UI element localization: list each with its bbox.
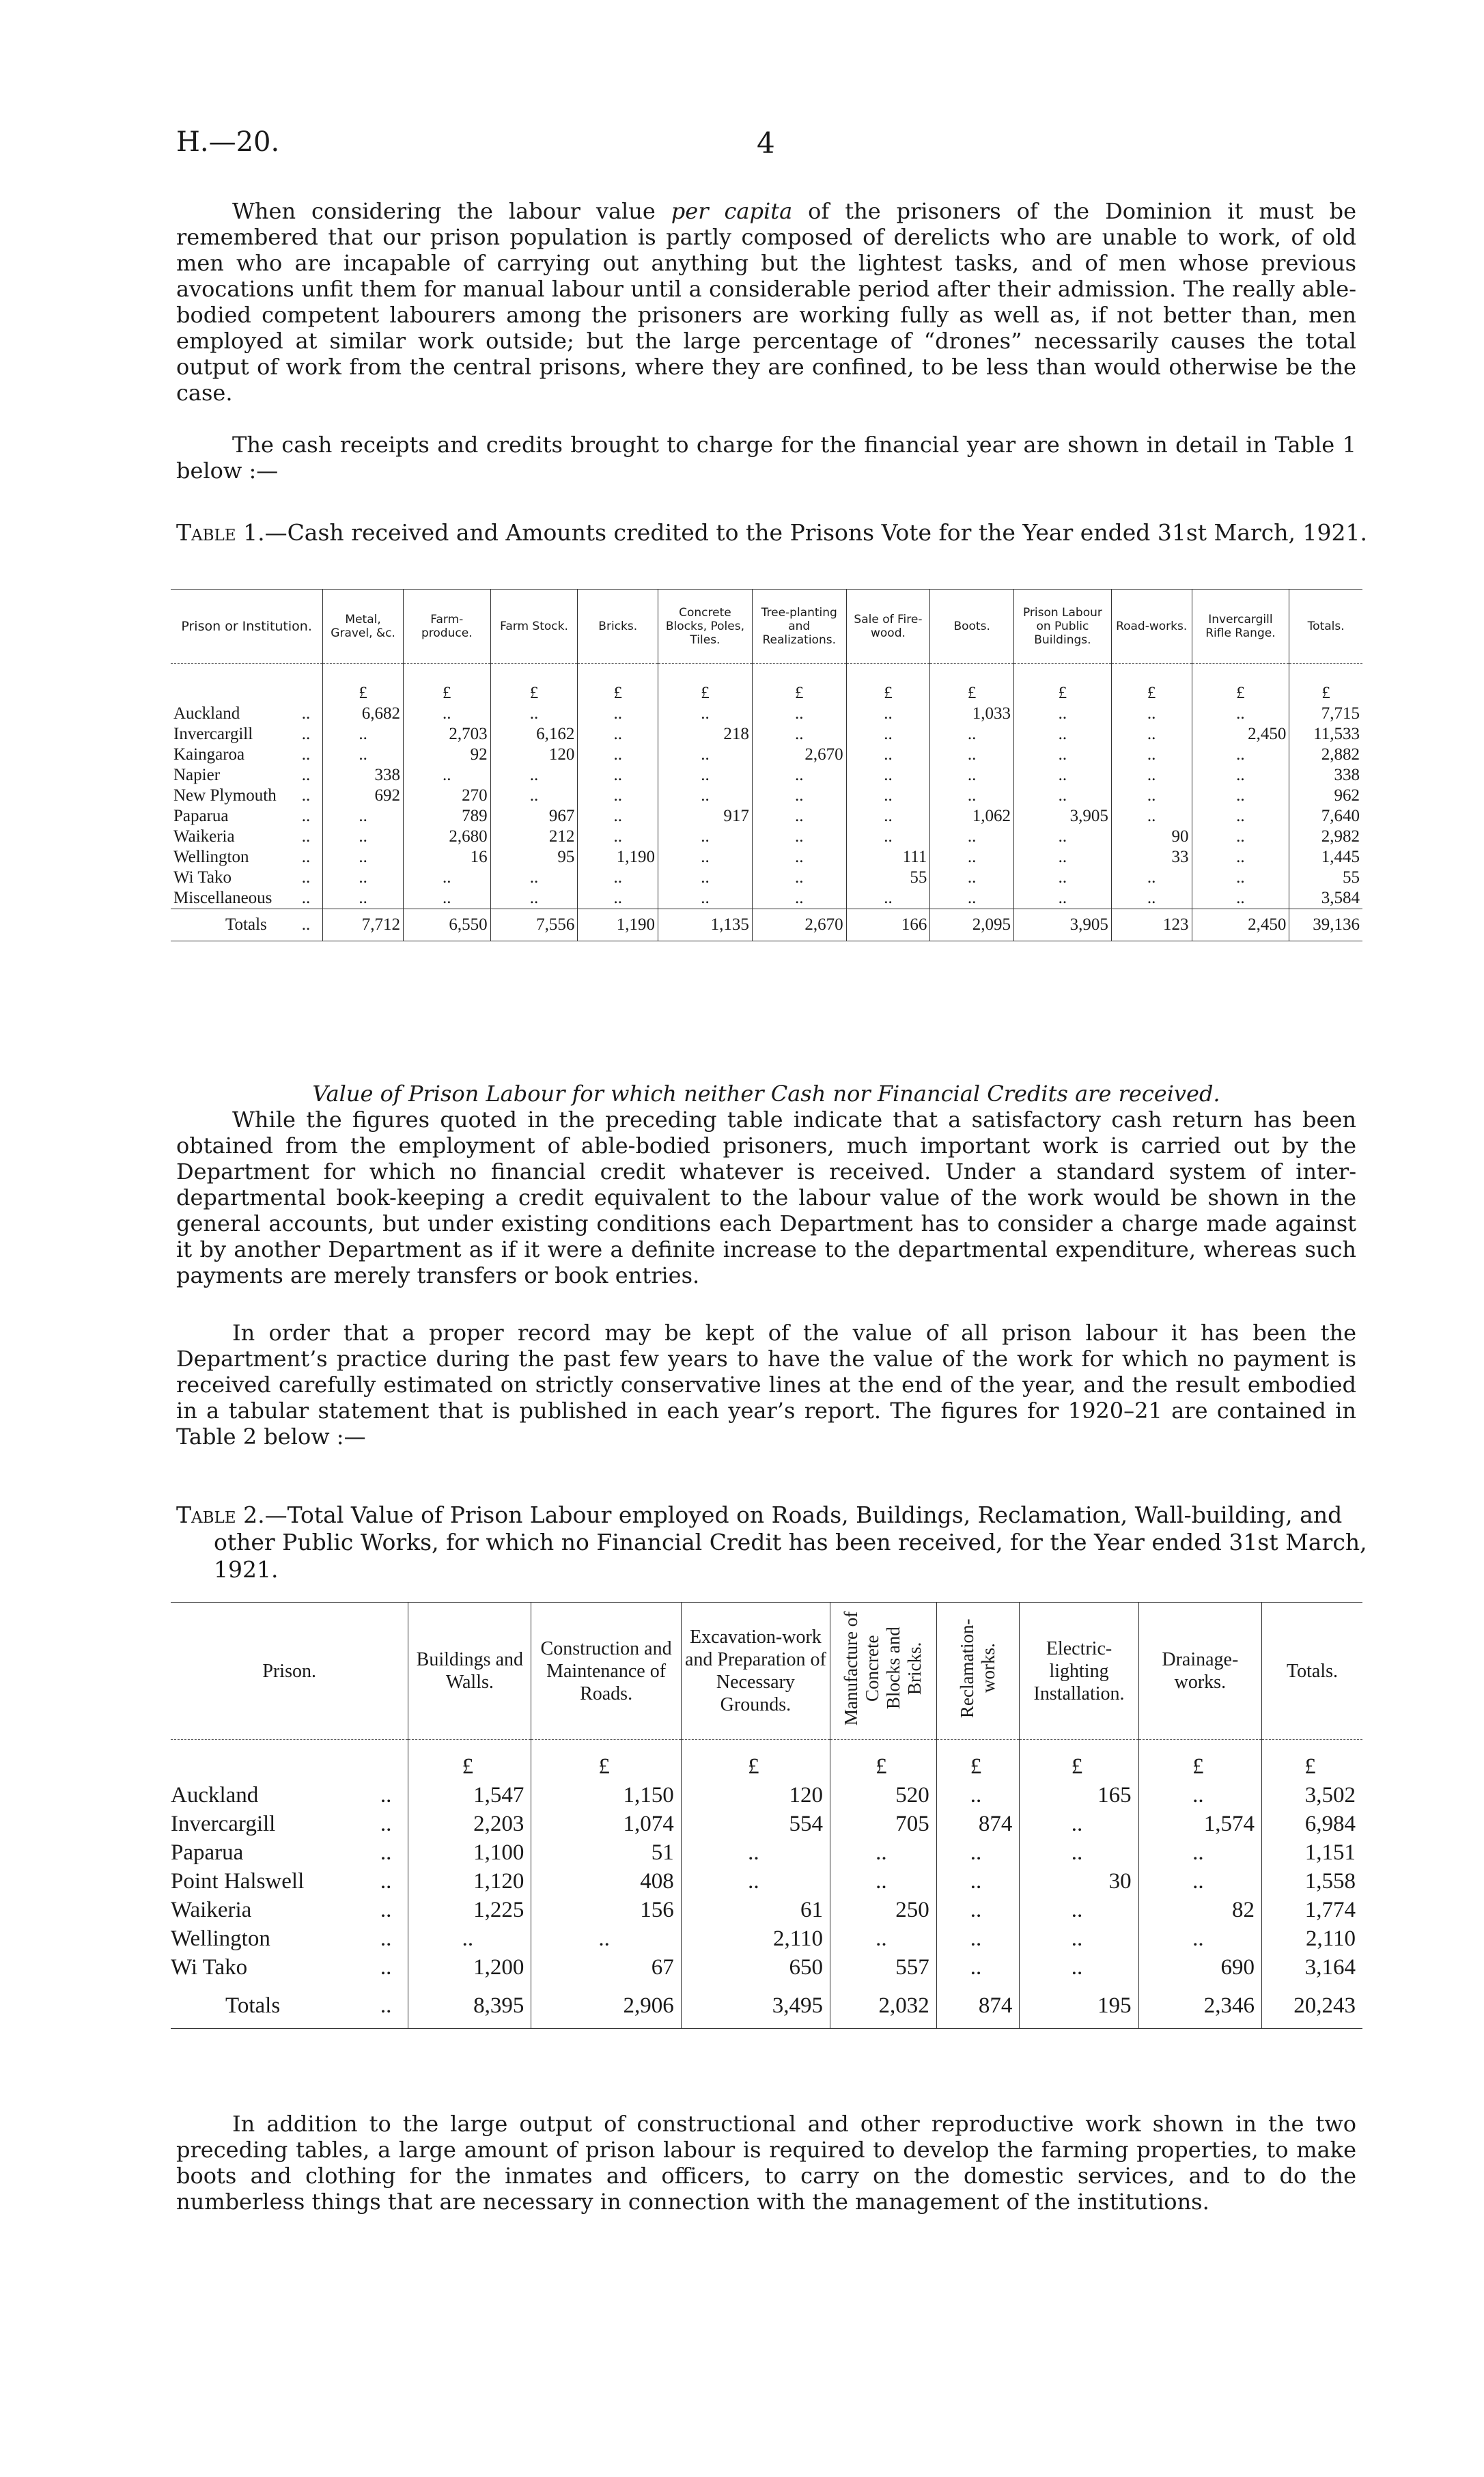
row-label: Wi Tako .. — [171, 1955, 392, 1980]
value-cell: 2,203 — [408, 1810, 531, 1838]
value-cell: 1,574 — [1138, 1810, 1261, 1838]
value-cell: 1,074 — [531, 1810, 681, 1838]
value-cell: .. — [1014, 847, 1112, 868]
middle-paragraph-1: While the figures quoted in the preceding table indicate that a satisfactory cash return has been obtained from the employment of able-bodied prisoners, much important work is carried out by the Department for which no financial credit whatever is received. Under a standard system of inter-departmental book-keeping a credit equivalent to the labour value of the work would be shown in the general accounts, but under existing conditions each Department has to consider a charge made against it by another Department as if it were a definite increase to the departmental expenditure, whereas such payments are merely transfers or book entries. — [176, 1107, 1356, 1288]
value-cell: .. — [578, 806, 658, 827]
t1-column-header: Prison or Institution. — [181, 618, 312, 634]
value-cell: .. — [578, 765, 658, 786]
t2-column-header: Construction and Maintenance of Roads. — [531, 1603, 681, 1740]
table2-prison-labour-value — [171, 1602, 1362, 2029]
section-heading: Value of Prison Labour for which neither Cash nor Financial Credits are received. — [312, 1081, 1220, 1107]
value-cell: .. — [1020, 1838, 1138, 1867]
value-cell: .. — [752, 704, 846, 724]
value-cell: .. — [930, 765, 1014, 786]
value-cell: .. — [846, 786, 930, 806]
value-cell: 11,533 — [1289, 724, 1362, 745]
value-cell: 95 — [490, 847, 578, 868]
value-cell: .. — [578, 888, 658, 909]
value-cell: 1,547 — [408, 1781, 531, 1810]
t2-column-header: Buildings and Walls. — [408, 1603, 531, 1740]
value-cell: 195 — [1020, 1982, 1138, 2029]
value-cell: .. — [403, 765, 490, 786]
value-cell: 212 — [490, 827, 578, 847]
value-cell: .. — [1020, 1810, 1138, 1838]
unit-cell: £ — [1262, 1752, 1362, 1781]
unit-cell: £ — [936, 1752, 1020, 1781]
value-cell: .. — [1192, 745, 1289, 765]
t1-column-header: Farm-produce. — [403, 590, 490, 664]
value-cell: .. — [1014, 724, 1112, 745]
value-cell: 3,905 — [1014, 806, 1112, 827]
value-cell: .. — [658, 745, 753, 765]
value-cell: 1,190 — [578, 909, 658, 941]
value-cell: 338 — [1289, 765, 1362, 786]
value-cell: .. — [403, 868, 490, 888]
value-cell: .. — [658, 888, 753, 909]
value-cell: 2,450 — [1192, 909, 1289, 941]
value-cell: .. — [930, 786, 1014, 806]
value-cell: 1,225 — [408, 1896, 531, 1924]
value-cell: 1,190 — [578, 847, 658, 868]
spacer-row — [171, 664, 1362, 684]
unit-cell: £ — [490, 683, 578, 704]
value-cell: .. — [323, 806, 404, 827]
value-cell: .. — [1020, 1924, 1138, 1953]
value-cell: .. — [1192, 827, 1289, 847]
t2-column-header: Drainage-works. — [1138, 1603, 1261, 1740]
value-cell: 3,495 — [681, 1982, 830, 2029]
value-cell: 408 — [531, 1867, 681, 1896]
value-cell: 690 — [1138, 1953, 1261, 1982]
value-cell: .. — [936, 1838, 1020, 1867]
t2-column-header: Electric-lighting Installation. — [1020, 1603, 1138, 1740]
unit-cell: £ — [1020, 1752, 1138, 1781]
value-cell: .. — [658, 847, 753, 868]
value-cell: 1,100 — [408, 1838, 531, 1867]
value-cell: 2,982 — [1289, 827, 1362, 847]
value-cell: 250 — [830, 1896, 937, 1924]
row-label: Paparua .. — [173, 807, 311, 825]
closing-paragraph: In addition to the large output of constructional and other reproductive work shown in the two preceding tables, a large amount of prison labour is required to develop the farming properties, to make boots and clothing for the inmates and officers, to carry on the domestic services, and to do the numberless things that are necessary in connection with the management of the institutions. — [176, 2111, 1356, 2215]
value-cell: .. — [1014, 704, 1112, 724]
row-label: Point Halswell .. — [171, 1869, 392, 1894]
page-header — [176, 126, 1351, 167]
value-cell: 2,032 — [830, 1982, 937, 2029]
value-cell: .. — [1014, 868, 1112, 888]
t1-column-header: Totals. — [1289, 590, 1362, 664]
value-cell: .. — [323, 724, 404, 745]
value-cell: .. — [752, 765, 846, 786]
value-cell: 1,558 — [1262, 1867, 1362, 1896]
units-row — [171, 683, 1362, 704]
row-label: Waikeria .. — [171, 1898, 392, 1922]
value-cell: 156 — [531, 1896, 681, 1924]
value-cell: .. — [1014, 786, 1112, 806]
value-cell: 554 — [681, 1810, 830, 1838]
value-cell: 67 — [531, 1953, 681, 1982]
t1-column-header: Metal, Gravel, &c. — [323, 590, 404, 664]
value-cell: 90 — [1111, 827, 1192, 847]
value-cell: 789 — [403, 806, 490, 827]
value-cell: 650 — [681, 1953, 830, 1982]
value-cell: 2,906 — [531, 1982, 681, 2029]
value-cell: 1,200 — [408, 1953, 531, 1982]
value-cell: 92 — [403, 745, 490, 765]
value-cell: 166 — [846, 909, 930, 941]
value-cell: 2,095 — [930, 909, 1014, 941]
value-cell: 6,162 — [490, 724, 578, 745]
value-cell: .. — [1111, 888, 1192, 909]
value-cell: .. — [681, 1867, 830, 1896]
table-row — [171, 888, 1362, 909]
value-cell: 2,346 — [1138, 1982, 1261, 2029]
value-cell: 3,164 — [1262, 1953, 1362, 1982]
unit-cell — [171, 1752, 408, 1781]
table-row — [171, 1810, 1362, 1838]
value-cell: .. — [578, 827, 658, 847]
unit-cell: £ — [1014, 683, 1112, 704]
value-cell: .. — [846, 765, 930, 786]
value-cell: 55 — [846, 868, 930, 888]
value-cell: .. — [1192, 765, 1289, 786]
spacer-row — [171, 1740, 1362, 1753]
value-cell: .. — [752, 847, 846, 868]
value-cell: 2,703 — [403, 724, 490, 745]
value-cell: 1,774 — [1262, 1896, 1362, 1924]
row-label: Napier .. — [173, 766, 311, 784]
value-cell: 120 — [681, 1781, 830, 1810]
value-cell: .. — [930, 868, 1014, 888]
table2-caption: Table 2.—Total Value of Prison Labour employed on Roads, Buildings, Reclamation, Wall-building, and other Public Works, for which no Financial Credit has been received, for the Year ended 31st March, 1921. — [176, 1502, 1367, 1583]
t2-column-header: Manufacture of Concrete Blocks and Bricks. — [830, 1603, 937, 1740]
value-cell: .. — [1020, 1896, 1138, 1924]
value-cell: .. — [930, 888, 1014, 909]
value-cell: .. — [752, 827, 846, 847]
value-cell: 20,243 — [1262, 1982, 1362, 2029]
value-cell: 520 — [830, 1781, 937, 1810]
value-cell: .. — [936, 1924, 1020, 1953]
value-cell: .. — [1111, 806, 1192, 827]
value-cell: .. — [1192, 847, 1289, 868]
value-cell: 7,556 — [490, 909, 578, 941]
row-label: Totals .. — [171, 909, 323, 941]
unit-cell: £ — [1138, 1752, 1261, 1781]
value-cell: .. — [658, 827, 753, 847]
value-cell: .. — [846, 724, 930, 745]
row-label: New Plymouth .. — [173, 786, 311, 805]
t1-column-header: Farm Stock. — [490, 590, 578, 664]
t1-column-header: Bricks. — [578, 590, 658, 664]
row-label: Totals .. — [171, 1982, 408, 2029]
table-row — [171, 1838, 1362, 1867]
value-cell: .. — [490, 765, 578, 786]
value-cell: 557 — [830, 1953, 937, 1982]
value-cell: 917 — [658, 806, 753, 827]
value-cell: 2,110 — [681, 1924, 830, 1953]
table-row — [171, 745, 1362, 765]
value-cell: .. — [323, 827, 404, 847]
value-cell: 1,445 — [1289, 847, 1362, 868]
value-cell: .. — [936, 1896, 1020, 1924]
unit-cell: £ — [1289, 683, 1362, 704]
unit-cell: £ — [403, 683, 490, 704]
t2-column-header: Prison. — [262, 1660, 316, 1682]
unit-cell: £ — [578, 683, 658, 704]
value-cell: .. — [1111, 704, 1192, 724]
t1-column-header: Concrete Blocks, Poles, Tiles. — [658, 590, 753, 664]
row-label: Miscellaneous .. — [173, 889, 311, 907]
unit-cell: £ — [930, 683, 1014, 704]
value-cell: 7,715 — [1289, 704, 1362, 724]
table1-caption: Table 1.—Cash received and Amounts credited to the Prisons Vote for the Year ended 31st March, 1921. — [176, 519, 1367, 546]
value-cell: .. — [936, 1953, 1020, 1982]
value-cell: 1,135 — [658, 909, 753, 941]
middle-paragraph-2: In order that a proper record may be kept of the value of all prison labour it has been the Department’s practice during the past few years to have the value of the work for which no payment is received carefully estimated on strictly conservative lines at the end of the year, and the result embodied in a tabular statement that is published in each year’s report. The figures for 1920–21 are contained in Table 2 below :— — [176, 1320, 1356, 1450]
value-cell: .. — [323, 847, 404, 868]
unit-cell: £ — [323, 683, 404, 704]
value-cell: .. — [1014, 745, 1112, 765]
value-cell: .. — [490, 786, 578, 806]
t1-column-header: Prison Labour on Public Buildings. — [1014, 590, 1112, 664]
row-label: Kaingaroa .. — [173, 745, 311, 764]
value-cell: 7,712 — [323, 909, 404, 941]
value-cell: .. — [752, 888, 846, 909]
table-row — [171, 1867, 1362, 1896]
value-cell: .. — [930, 847, 1014, 868]
table-row — [171, 724, 1362, 745]
value-cell: 1,120 — [408, 1867, 531, 1896]
value-cell: 1,150 — [531, 1781, 681, 1810]
value-cell: 6,550 — [403, 909, 490, 941]
value-cell: 2,670 — [752, 909, 846, 941]
value-cell: .. — [846, 827, 930, 847]
row-label: Wellington .. — [173, 848, 311, 866]
table-row — [171, 1781, 1362, 1810]
totals-row — [171, 909, 1362, 941]
table-row — [171, 786, 1362, 806]
value-cell: 6,682 — [323, 704, 404, 724]
value-cell: .. — [930, 724, 1014, 745]
units-row — [171, 1752, 1362, 1781]
value-cell: 39,136 — [1289, 909, 1362, 941]
value-cell: 692 — [323, 786, 404, 806]
intro-paragraph-1: When considering the labour value per capita of the prisoners of the Dominion it must be remembered that our prison population is partly composed of derelicts who are unable to work, of old men who are incapable of carrying out anything but the lightest tasks, and of men whose previous avocations unfit them for manual labour until a considerable period after their admission. The really able-bodied competent labourers among the prisoners are working fully as well as, if not better than, men employed at similar work outside; but the large percentage of “drones” necessarily causes the total output of work from the central prisons, where they are confined, to be less than would otherwise be the case. — [176, 198, 1357, 406]
value-cell: .. — [1138, 1924, 1261, 1953]
value-cell: 1,062 — [930, 806, 1014, 827]
value-cell: .. — [531, 1924, 681, 1953]
value-cell: .. — [936, 1867, 1020, 1896]
unit-cell: £ — [531, 1752, 681, 1781]
value-cell: .. — [1111, 786, 1192, 806]
table-row — [171, 868, 1362, 888]
value-cell: .. — [323, 868, 404, 888]
table-row — [171, 847, 1362, 868]
value-cell: 1,033 — [930, 704, 1014, 724]
unit-cell: £ — [1111, 683, 1192, 704]
table-row — [171, 806, 1362, 827]
value-cell: .. — [1014, 765, 1112, 786]
row-label: Invercargill .. — [171, 1812, 392, 1836]
value-cell: 8,395 — [408, 1982, 531, 2029]
value-cell: 3,584 — [1289, 888, 1362, 909]
document-reference: H.—20. — [176, 126, 280, 158]
value-cell: 3,502 — [1262, 1781, 1362, 1810]
value-cell: 338 — [323, 765, 404, 786]
unit-cell: £ — [658, 683, 753, 704]
value-cell: .. — [846, 888, 930, 909]
value-cell: .. — [578, 868, 658, 888]
value-cell: .. — [1192, 888, 1289, 909]
table-row — [171, 704, 1362, 724]
unit-cell: £ — [408, 1752, 531, 1781]
value-cell: .. — [578, 724, 658, 745]
value-cell: .. — [930, 827, 1014, 847]
value-cell: .. — [1111, 868, 1192, 888]
value-cell: .. — [323, 888, 404, 909]
value-cell: 967 — [490, 806, 578, 827]
table-row — [171, 1953, 1362, 1982]
value-cell: 218 — [658, 724, 753, 745]
value-cell: 2,680 — [403, 827, 490, 847]
value-cell: .. — [578, 704, 658, 724]
value-cell: .. — [658, 704, 753, 724]
value-cell: .. — [846, 806, 930, 827]
value-cell: .. — [408, 1924, 531, 1953]
row-label: Wellington .. — [171, 1926, 392, 1951]
row-label: Auckland .. — [173, 704, 311, 723]
value-cell: .. — [752, 786, 846, 806]
t1-column-header: Road-works. — [1111, 590, 1192, 664]
value-cell: .. — [578, 786, 658, 806]
page-number: 4 — [757, 126, 775, 160]
value-cell: .. — [830, 1867, 937, 1896]
table2-header-row — [171, 1603, 1362, 1740]
value-cell: .. — [752, 806, 846, 827]
value-cell: .. — [846, 704, 930, 724]
table-row — [171, 1924, 1362, 1953]
value-cell: 16 — [403, 847, 490, 868]
value-cell: .. — [681, 1838, 830, 1867]
t1-column-header: Invercargill Rifle Range. — [1192, 590, 1289, 664]
value-cell: .. — [490, 868, 578, 888]
value-cell: .. — [752, 868, 846, 888]
value-cell: 33 — [1111, 847, 1192, 868]
t2-column-header: Reclamation-works. — [936, 1603, 1020, 1740]
value-cell: 165 — [1020, 1781, 1138, 1810]
value-cell: 61 — [681, 1896, 830, 1924]
value-cell: .. — [1138, 1781, 1261, 1810]
t1-column-header: Tree-planting and Realizations. — [752, 590, 846, 664]
value-cell: .. — [403, 888, 490, 909]
value-cell: 705 — [830, 1810, 937, 1838]
value-cell: .. — [1014, 827, 1112, 847]
unit-cell: £ — [830, 1752, 937, 1781]
t1-column-header: Boots. — [930, 590, 1014, 664]
value-cell: .. — [1138, 1867, 1261, 1896]
value-cell: 120 — [490, 745, 578, 765]
value-cell: 111 — [846, 847, 930, 868]
totals-row — [171, 1982, 1362, 2029]
value-cell: .. — [830, 1924, 937, 1953]
unit-cell: £ — [752, 683, 846, 704]
table-row — [171, 1896, 1362, 1924]
value-cell: 82 — [1138, 1896, 1261, 1924]
value-cell: .. — [1111, 745, 1192, 765]
value-cell: .. — [1138, 1838, 1261, 1867]
unit-cell: £ — [681, 1752, 830, 1781]
value-cell: .. — [1192, 868, 1289, 888]
value-cell: .. — [1192, 786, 1289, 806]
t1-column-header: Sale of Fire-wood. — [846, 590, 930, 664]
value-cell: 30 — [1020, 1867, 1138, 1896]
table-row — [171, 827, 1362, 847]
value-cell: 123 — [1111, 909, 1192, 941]
value-cell: .. — [323, 745, 404, 765]
value-cell: 2,670 — [752, 745, 846, 765]
value-cell: .. — [490, 704, 578, 724]
value-cell: 1,151 — [1262, 1838, 1362, 1867]
value-cell: .. — [578, 745, 658, 765]
t2-column-header: Totals. — [1262, 1603, 1362, 1740]
value-cell: .. — [1192, 704, 1289, 724]
row-label: Auckland .. — [171, 1783, 392, 1808]
value-cell: 270 — [403, 786, 490, 806]
value-cell: .. — [930, 745, 1014, 765]
value-cell: .. — [1111, 765, 1192, 786]
unit-cell: £ — [846, 683, 930, 704]
value-cell: 2,450 — [1192, 724, 1289, 745]
value-cell: .. — [658, 786, 753, 806]
value-cell: .. — [1111, 724, 1192, 745]
table1-cash-received — [171, 589, 1362, 941]
value-cell: .. — [936, 1781, 1020, 1810]
value-cell: .. — [1014, 888, 1112, 909]
value-cell: .. — [846, 745, 930, 765]
value-cell: 874 — [936, 1982, 1020, 2029]
value-cell: 2,882 — [1289, 745, 1362, 765]
value-cell: 2,110 — [1262, 1924, 1362, 1953]
value-cell: .. — [658, 765, 753, 786]
value-cell: .. — [490, 888, 578, 909]
row-label: Wi Tako .. — [173, 868, 311, 887]
value-cell: .. — [752, 724, 846, 745]
row-label: Invercargill .. — [173, 725, 311, 743]
t2-column-header: Excavation-work and Preparation of Necessary Grounds. — [681, 1603, 830, 1740]
value-cell: 874 — [936, 1810, 1020, 1838]
intro-paragraph-2: The cash receipts and credits brought to charge for the financial year are shown in detail in Table 1 below :— — [176, 432, 1356, 484]
row-label: Paparua .. — [171, 1840, 392, 1865]
value-cell: 962 — [1289, 786, 1362, 806]
unit-cell — [171, 683, 323, 704]
unit-cell: £ — [1192, 683, 1289, 704]
value-cell: 51 — [531, 1838, 681, 1867]
value-cell: 3,905 — [1014, 909, 1112, 941]
value-cell: .. — [1192, 806, 1289, 827]
table1-header-row — [171, 590, 1362, 664]
value-cell: 7,640 — [1289, 806, 1362, 827]
value-cell: .. — [830, 1838, 937, 1867]
value-cell: 55 — [1289, 868, 1362, 888]
value-cell: .. — [403, 704, 490, 724]
value-cell: 6,984 — [1262, 1810, 1362, 1838]
row-label: Waikeria .. — [173, 827, 311, 846]
value-cell: .. — [658, 868, 753, 888]
table-row — [171, 765, 1362, 786]
value-cell: .. — [1020, 1953, 1138, 1982]
